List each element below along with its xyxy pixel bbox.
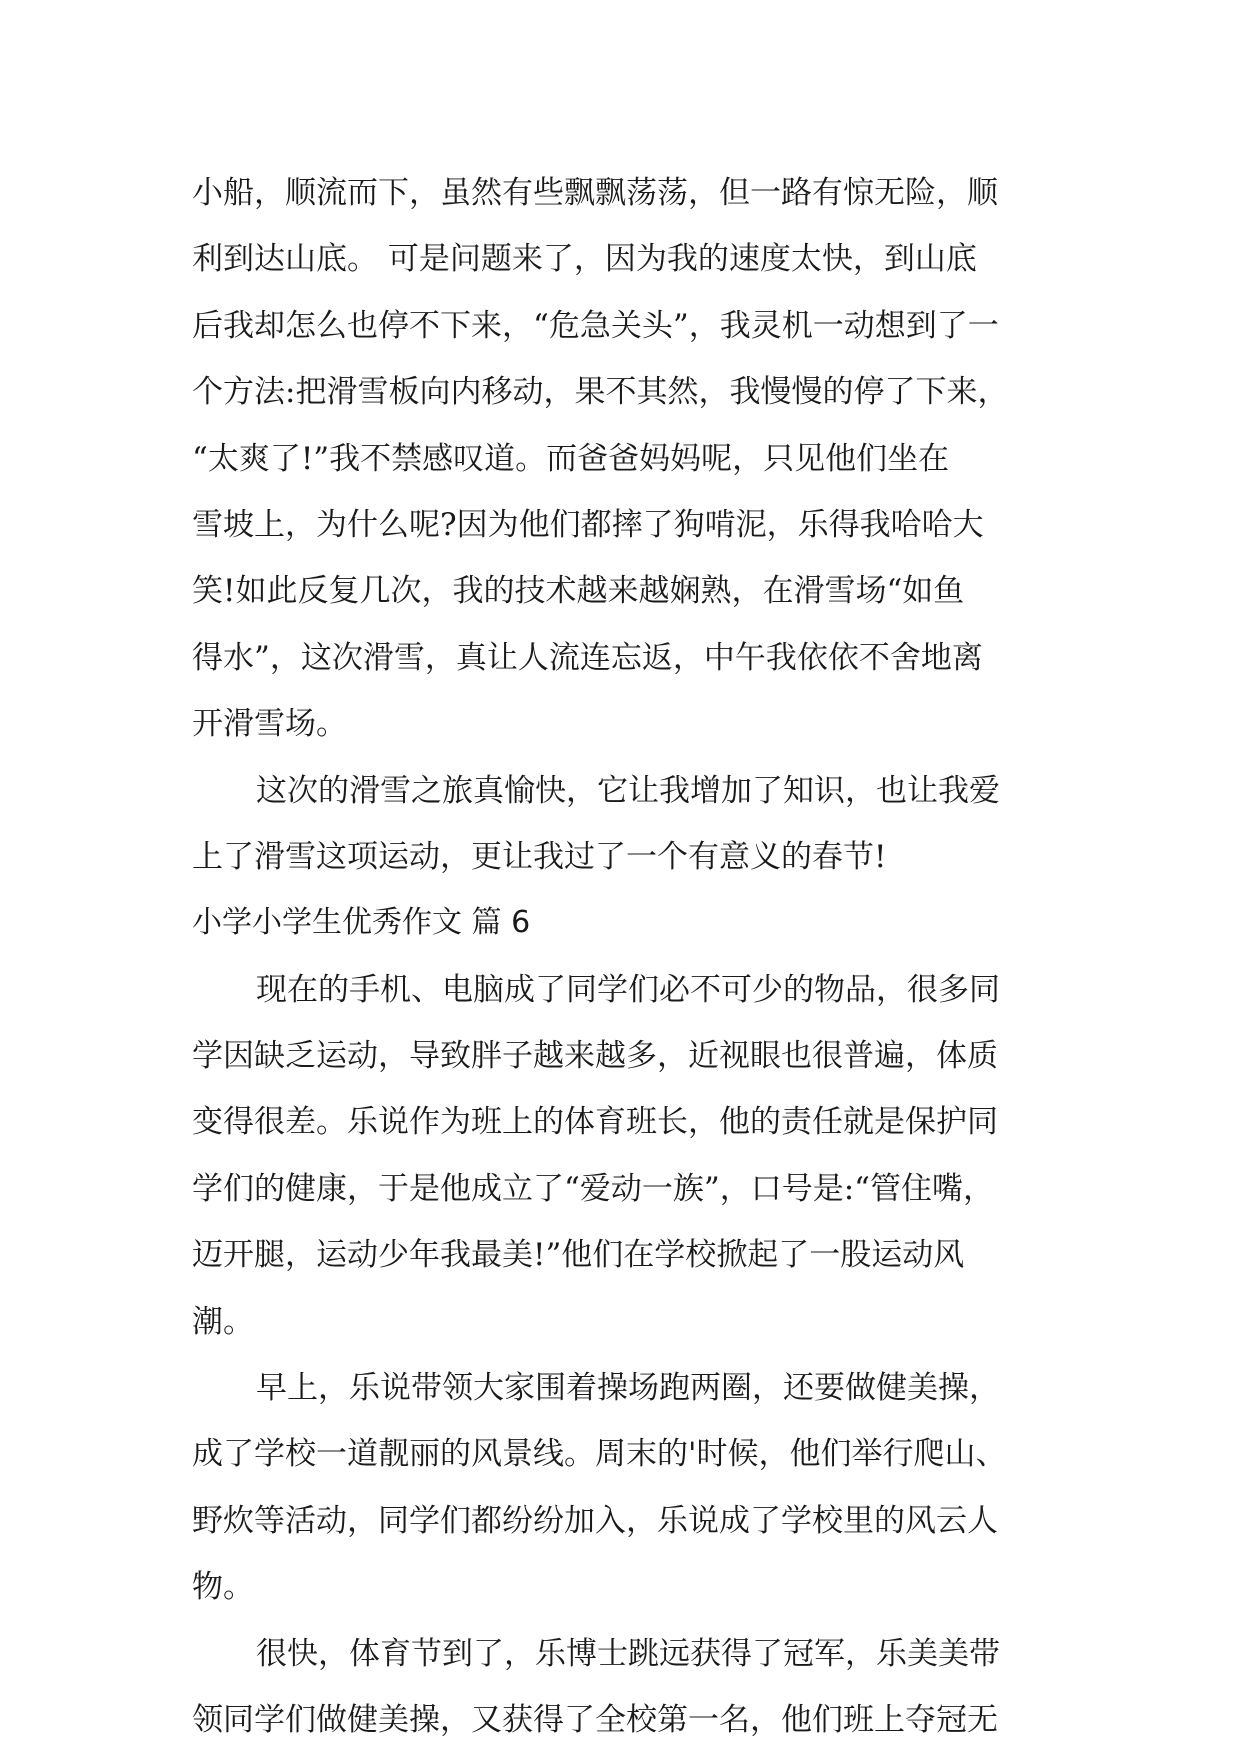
paragraph <box>192 1355 1092 1621</box>
paragraph-line: 后我却怎么也停不下来，“危急关头”，我灵机一动想到了一 <box>192 307 999 344</box>
paragraph-line: 变得很差。乐说作为班上的体育班长，他的责任就是保护同 <box>192 1104 998 1141</box>
paragraph-line: 物。 <box>192 1569 254 1606</box>
paragraph-line: 野炊等活动，同学们都纷纷加入，乐说成了学校里的风云人 <box>192 1502 998 1539</box>
paragraph-line: 现在的手机、电脑成了同学们必不可少的物品，很多同 <box>256 971 1000 1008</box>
paragraph-line: 上了滑雪这项运动，更让我过了一个有意义的春节! <box>192 838 887 875</box>
paragraph-line: 学因缺乏运动，导致胖子越来越多，近视眼也很普遍，体质 <box>192 1038 998 1075</box>
paragraph <box>192 957 1092 1355</box>
heading-text: 小学小学生优秀作文 篇 6 <box>192 905 531 941</box>
paragraph-line: 开滑雪场。 <box>192 706 347 743</box>
paragraph <box>192 758 1092 891</box>
section-heading <box>192 890 1092 956</box>
paragraph-line: 学们的健康，于是他成立了“爱动一族”，口号是:“管住嘴， <box>192 1170 994 1207</box>
paragraph-line: 小船，顺流而下，虽然有些飘飘荡荡，但一路有惊无险，顺 <box>192 175 998 211</box>
paragraph-line: 早上，乐说带领大家围着操场跑两圈，还要做健美操， <box>256 1370 1000 1407</box>
paragraph <box>192 1621 1092 1754</box>
paragraph-line: 利到达山底。 可是问题来了，因为我的速度太快，到山底 <box>192 241 977 278</box>
document-body <box>192 160 1092 1753</box>
paragraph-line: 个方法:把滑雪板向内移动，果不其然，我慢慢的停了下来， <box>192 374 1009 411</box>
paragraph-line: 雪坡上，为什么呢?因为他们都摔了狗啃泥，乐得我哈哈大 <box>192 506 984 543</box>
paragraph-line: 得水”，这次滑雪，真让人流连忘返，中午我依依不舍地离 <box>192 639 983 676</box>
paragraph <box>192 160 1092 758</box>
paragraph-line: 潮。 <box>192 1303 254 1340</box>
paragraph-line: 迈开腿，运动少年我最美!”他们在学校掀起了一股运动风 <box>192 1237 965 1274</box>
paragraph-line: “太爽了!”我不禁感叹道。而爸爸妈妈呢，只见他们坐在 <box>192 440 950 477</box>
paragraph-line: 笑!如此反复几次，我的技术越来越娴熟，在滑雪场“如鱼 <box>192 573 965 610</box>
paragraph-line: 领同学们做健美操，又获得了全校第一名，他们班上夺冠无 <box>192 1701 998 1738</box>
paragraph-line: 很快，体育节到了，乐博士跳远获得了冠军，乐美美带 <box>256 1635 1000 1672</box>
paragraph-line: 成了学校一道靓丽的风景线。周末的'时候，他们举行爬山、 <box>192 1436 1007 1473</box>
paragraph-line: 这次的滑雪之旅真愉快，它让我增加了知识，也让我爱 <box>256 772 1000 809</box>
